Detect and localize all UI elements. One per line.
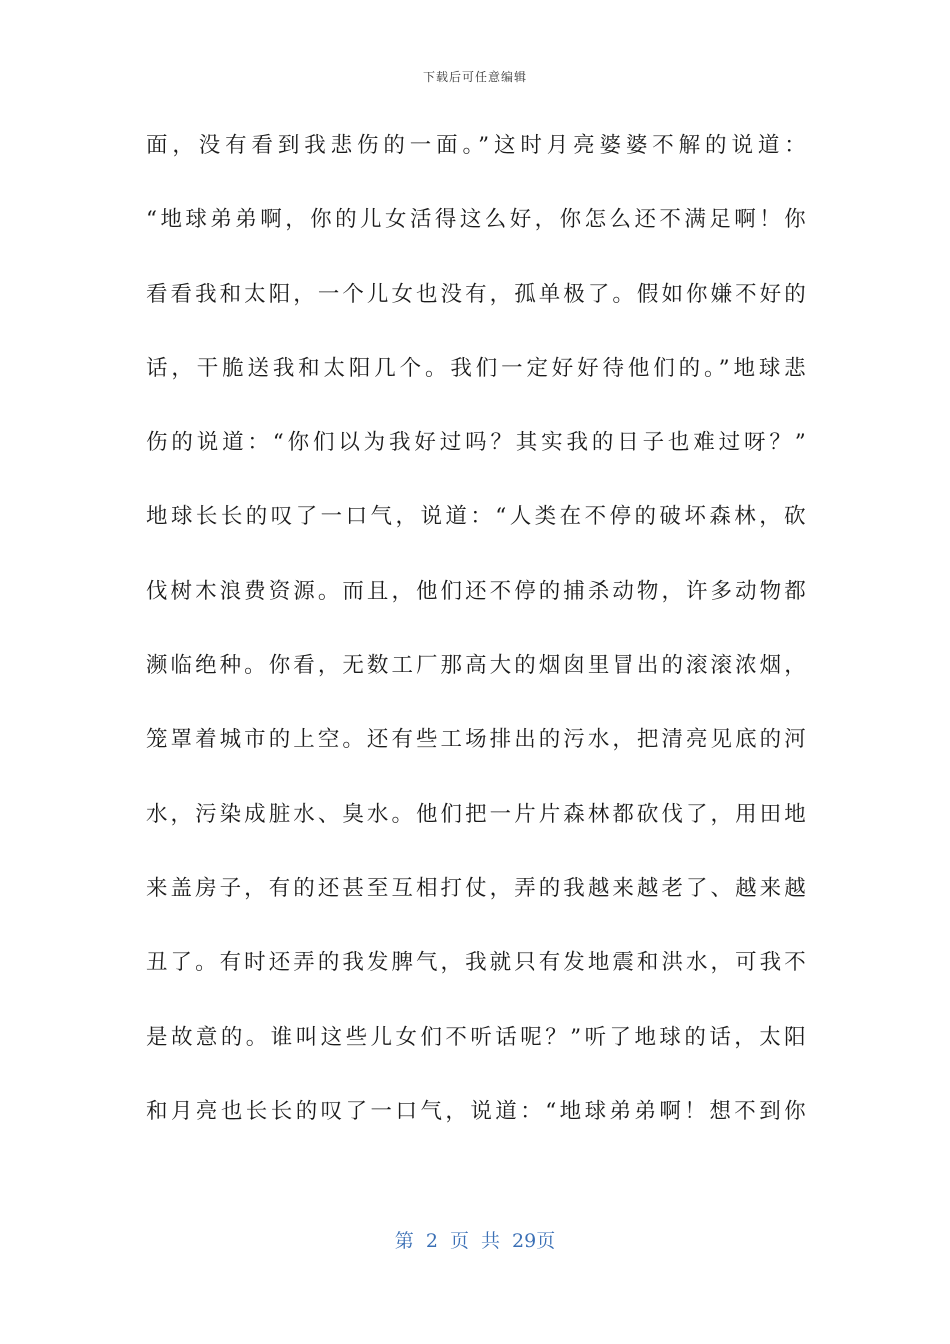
text-line: 面，没有看到我悲伤的一面。”这时月亮婆婆不解的说道：: [146, 133, 806, 158]
page-header: 下载后可任意编辑: [422, 70, 527, 84]
text-line: 丑了。有时还弄的我发脾气，我就只有发地震和洪水，可我不: [146, 950, 806, 976]
text-line: “地球弟弟啊，你的儿女活得这么好，你怎么还不满足啊！你: [146, 207, 806, 233]
text-line: 笼罩着城市的上空。还有些工场排出的污水，把清亮见底的河: [146, 727, 806, 753]
text-line: 和月亮也长长的叹了一口气，说道：“地球弟弟啊！想不到你: [146, 1098, 806, 1124]
page-number: 第 2 页 共 29页: [394, 1230, 556, 1252]
text-line: 伐树木浪费资源。而且，他们还不停的捕杀动物，许多动物都: [146, 578, 806, 604]
text-line: 地球长长的叹了一口气，说道：“人类在不停的破坏森林，砍: [146, 504, 806, 530]
document-body: [146, 120, 806, 1160]
text-line: 濒临绝种。你看，无数工厂那高大的烟囱里冒出的滚滚浓烟，: [146, 653, 806, 679]
text-line: 话，干脆送我和太阳几个。我们一定好好待他们的。”地球悲: [146, 355, 806, 381]
text-line: 伤的说道：“你们以为我好过吗？其实我的日子也难过呀？”: [146, 430, 806, 456]
text-line: 是故意的。谁叫这些儿女们不听话呢？”听了地球的话，太阳: [146, 1024, 806, 1050]
text-line: 看看我和太阳，一个儿女也没有，孤单极了。假如你嫌不好的: [146, 281, 806, 307]
text-line: 来盖房子，有的还甚至互相打仗，弄的我越来越老了、越来越: [146, 875, 806, 901]
text-line: 水，污染成脏水、臭水。他们把一片片森林都砍伐了，用田地: [146, 801, 806, 827]
